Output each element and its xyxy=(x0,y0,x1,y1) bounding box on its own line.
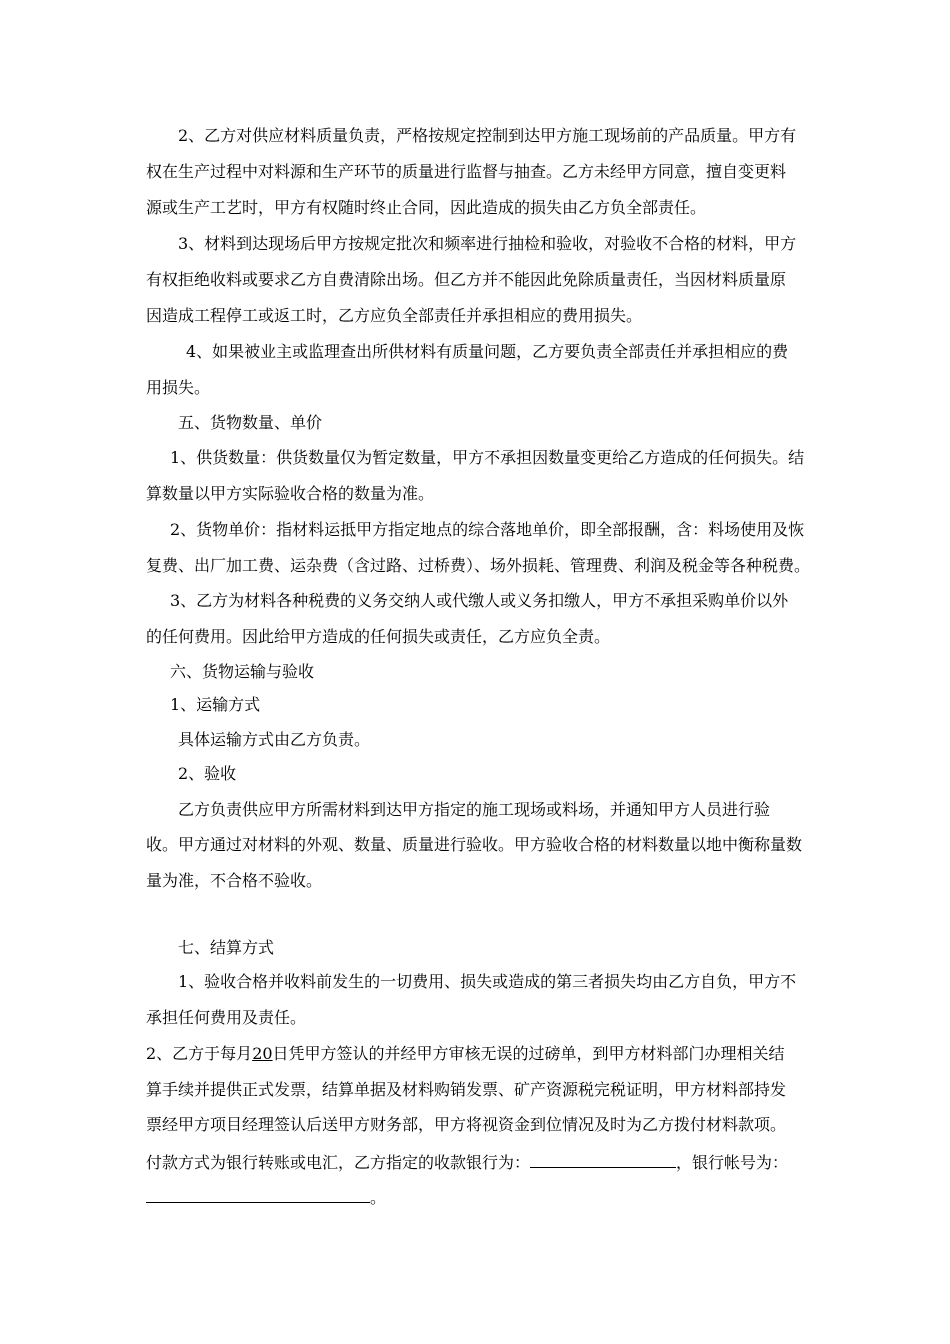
paragraph-line: 源或生产工艺时，甲方有权随时终止合同，因此造成的损失由乙方负全部责任。 xyxy=(146,198,707,217)
settlement-day: 20 xyxy=(252,1044,273,1063)
paragraph-line: 的任何费用。因此给甲方造成的任何损失或责任，乙方应负全责。 xyxy=(146,627,611,646)
paragraph-line: 复费、出厂加工费、运杂费（含过路、过桥费）、场外损耗、管理费、利润及税金等各种税费。 xyxy=(146,556,811,575)
settlement-line-4 xyxy=(146,1151,788,1173)
section-heading: 六、货物运输与验收 xyxy=(170,662,315,681)
settlement-line-1 xyxy=(146,1044,785,1064)
subsection-heading: 2、验收 xyxy=(178,764,237,783)
paragraph-line: 权在生产过程中对料源和生产环节的质量进行监督与抽查。乙方未经甲方同意，擅自变更料 xyxy=(146,162,787,181)
paragraph-line: 乙方负责供应甲方所需材料到达甲方指定的施工现场或料场，并通知甲方人员进行验 xyxy=(178,800,771,819)
paragraph-line: 具体运输方式由乙方负责。 xyxy=(178,730,371,749)
settlement-line-2: 算手续并提供正式发票，结算单据及材料购销发票、矿产资源税完税证明，甲方材料部持发 xyxy=(146,1080,787,1099)
account-number-blank xyxy=(146,1186,370,1203)
section-heading: 五、货物数量、单价 xyxy=(178,413,323,432)
settlement-text: 付款方式为银行转账或电汇，乙方指定的收款银行为： xyxy=(146,1153,531,1172)
paragraph-line: 收。甲方通过对材料的外观、数量、质量进行验收。甲方验收合格的材料数量以地中衡称量数 xyxy=(146,835,803,854)
paragraph-line: 3、材料到达现场后甲方按规定批次和频率进行抽检和验收，对验收不合格的材料，甲方 xyxy=(178,234,797,253)
paragraph-line: 用损失。 xyxy=(146,378,211,397)
settlement-line-3: 票经甲方项目经理签认后送甲方财务部，甲方将视资金到位情况及时为乙方拨付材料款项。 xyxy=(146,1115,787,1134)
settlement-text: 日凭甲方签认的并经甲方审核无误的过磅单，到甲方材料部门办理相关结 xyxy=(272,1044,785,1063)
paragraph-line: 4、如果被业主或监理查出所供材料有质量问题，乙方要负责全部责任并承担相应的费 xyxy=(186,342,789,361)
settlement-line-5 xyxy=(146,1186,386,1208)
paragraph-line: 量为准，不合格不验收。 xyxy=(146,871,323,890)
paragraph-line: 3、乙方为材料各种税费的义务交纳人或代缴人或义务扣缴人，甲方不承担采购单价以外 xyxy=(170,591,789,610)
paragraph-line: 1、验收合格并收料前发生的一切费用、损失或造成的第三者损失均由乙方自负，甲方不 xyxy=(178,972,797,991)
section-heading: 七、结算方式 xyxy=(178,938,275,957)
paragraph-line: 1、供货数量：供货数量仅为暂定数量，甲方不承担因数量变更给乙方造成的任何损失。结 xyxy=(170,448,805,467)
subsection-heading: 1、运输方式 xyxy=(170,695,261,714)
paragraph-line: 承担任何费用及责任。 xyxy=(146,1008,307,1027)
bank-name-blank xyxy=(530,1151,676,1168)
paragraph-line: 算数量以甲方实际验收合格的数量为准。 xyxy=(146,484,435,503)
settlement-text: 2、乙方于每月 xyxy=(146,1044,253,1063)
paragraph-line: 因造成工程停工或返工时，乙方应负全部责任并承担相应的费用损失。 xyxy=(146,306,643,325)
paragraph-line: 有权拒绝收料或要求乙方自费清除出场。但乙方并不能因此免除质量责任，当因材料质量原 xyxy=(146,270,787,289)
paragraph-line: 2、乙方对供应材料质量负责，严格按规定控制到达甲方施工现场前的产品质量。甲方有 xyxy=(178,126,797,145)
settlement-text: 。 xyxy=(370,1188,387,1207)
paragraph-line: 2、货物单价：指材料运抵甲方指定地点的综合落地单价，即全部报酬，含：料场使用及恢 xyxy=(170,520,805,539)
settlement-text: ，银行帐号为： xyxy=(676,1153,789,1172)
